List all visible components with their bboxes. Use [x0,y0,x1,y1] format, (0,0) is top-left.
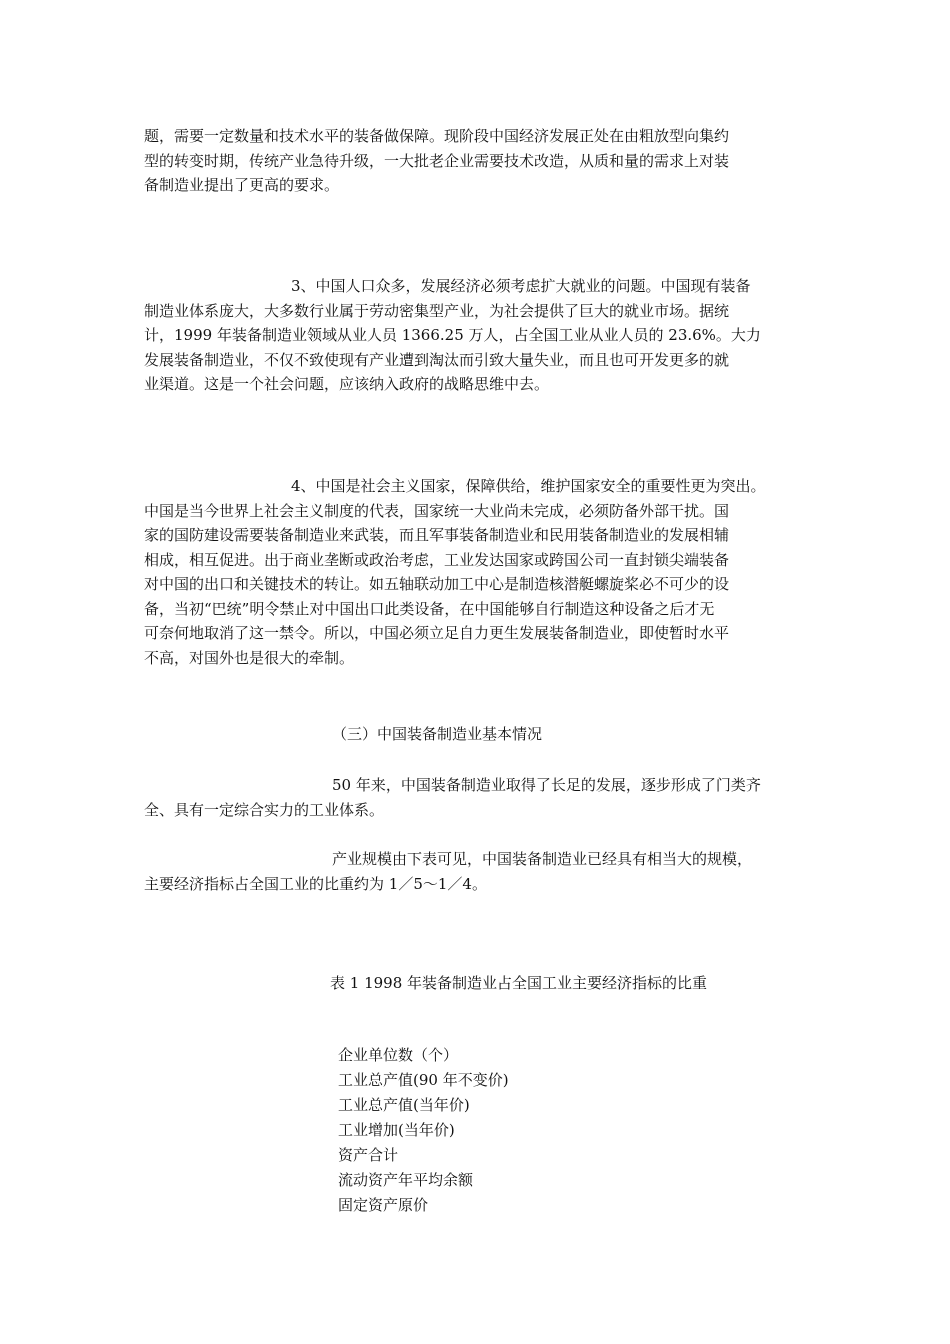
table-row-label: 工业增加(当年价) [338,1121,455,1139]
table-row-label: 固定资产原价 [338,1196,429,1214]
table-row-label: 工业总产值(90 年不变价) [338,1071,509,1089]
paragraph-line: 50 年来，中国装备制造业取得了长足的发展，逐步形成了门类齐 [332,776,761,794]
paragraph-line: 备制造业提出了更高的要求。 [144,176,340,194]
table-row-label: 流动资产年平均余额 [338,1171,474,1189]
paragraph-5 [144,847,820,896]
paragraph-line: 对中国的出口和关键技术的转让。如五轴联动加工中心是制造核潜艇螺旋桨必不可少的设 [144,575,730,593]
paragraph-4 [144,773,820,822]
paragraph-line: 产业规模由下表可见，中国装备制造业已经具有相当大的规模， [332,850,753,868]
paragraph-line: 3、中国人口众多，发展经济必须考虑扩大就业的问题。中国现有装备 [291,277,751,295]
paragraph-line: 相成，相互促进。出于商业垄断或政治考虑，工业发达国家或跨国公司一直封锁尖端装备 [144,550,730,569]
paragraph-line: 题，需要一定数量和技术水平的装备做保障。现阶段中国经济发展正处在由粗放型向集约 [144,127,730,145]
table-caption: 表 1 1998 年装备制造业占全国工业主要经济指标的比重 [330,974,708,992]
paragraph-line: 备，当初“巴统”明令禁止对中国出口此类设备，在中国能够自行制造这种设备之后才无 [144,599,715,618]
table-row-labels [338,1043,509,1218]
paragraph-line: 可奈何地取消了这一禁令。所以，中国必须立足自力更生发展装备制造业，即使暂时水平 [144,624,730,642]
paragraph-line: 制造业体系庞大，大多数行业属于劳动密集型产业，为社会提供了巨大的就业市场。据统 [144,301,730,320]
paragraph-line: 4、中国是社会主义国家，保障供给，维护国家安全的重要性更为突出。 [291,477,766,495]
paragraph-line: 型的转变时期，传统产业急待升级，一大批老企业需要技术改造，从质和量的需求上对装 [144,151,730,170]
paragraph-line: 全、具有一定综合实力的工业体系。 [144,800,385,819]
paragraph-line: 发展装备制造业，不仅不致使现有产业遭到淘汰而引致大量失业，而且也可开发更多的就 [144,350,730,369]
paragraph-line: 家的国防建设需要装备制造业来武装，而且军事装备制造业和民用装备制造业的发展相辅 [144,526,730,544]
paragraph-2 [144,274,820,397]
paragraph-3 [144,474,820,670]
section-heading: （三）中国装备制造业基本情况 [332,725,543,743]
paragraph-1 [144,124,820,198]
table-row-label: 资产合计 [338,1146,399,1164]
paragraph-line: 不高，对国外也是很大的牵制。 [144,648,355,667]
table-row-label: 工业总产值(当年价) [338,1096,470,1114]
paragraph-line: 业渠道。这是一个社会问题，应该纳入政府的战略思维中去。 [144,375,550,393]
paragraph-line: 中国是当今世界上社会主义制度的代表，国家统一大业尚未完成，必须防备外部干扰。国 [144,501,730,520]
paragraph-line: 计，1999 年装备制造业领域从业人员 1366.25 万人，占全国工业从业人员的 23.6%。大力 [144,326,761,344]
table-row-label: 企业单位数（个） [338,1046,459,1064]
paragraph-line: 主要经济指标占全国工业的比重约为 1／5～1／4。 [144,874,487,893]
